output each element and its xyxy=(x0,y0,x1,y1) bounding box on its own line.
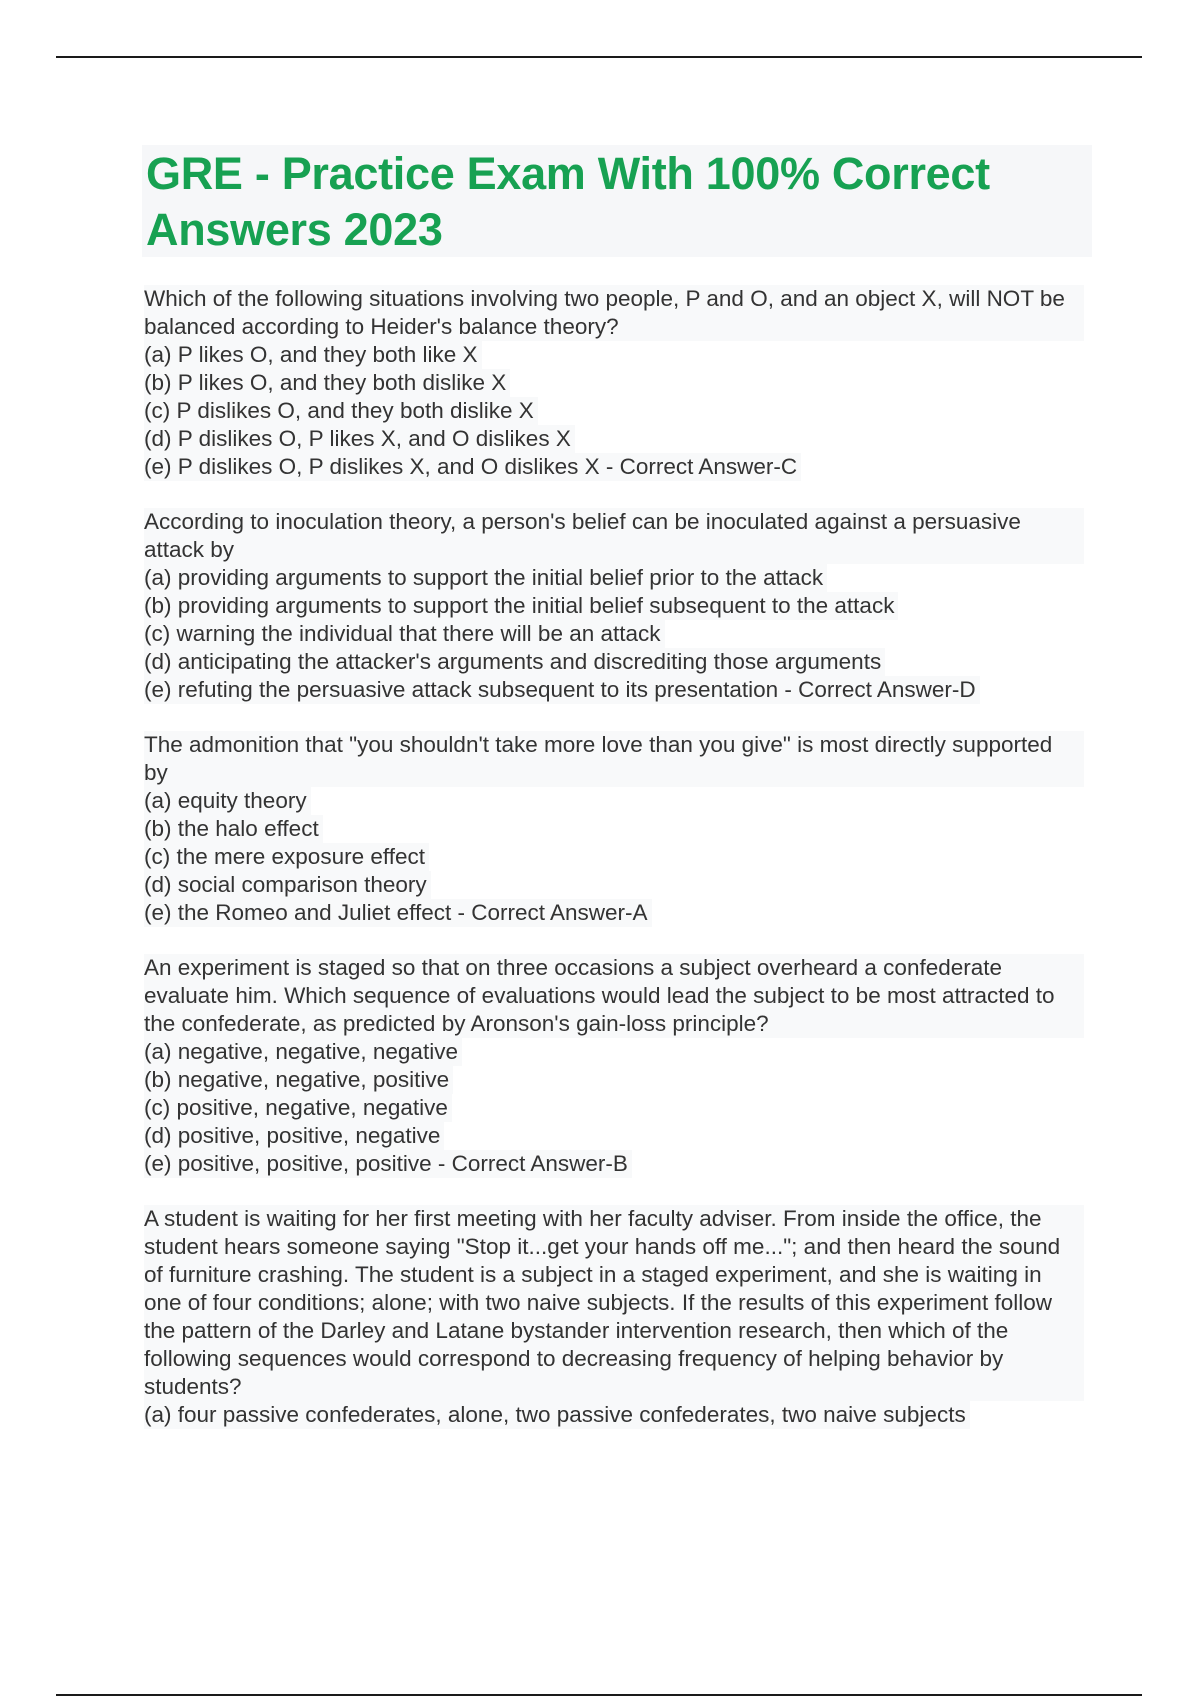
answer-option: (c) P dislikes O, and they both dislike X xyxy=(144,397,538,425)
answer-option-with-correct-answer: (e) the Romeo and Juliet effect - Correct Answer-A xyxy=(144,899,652,927)
answer-option: (a) negative, negative, negative xyxy=(144,1038,462,1066)
answer-option: (c) warning the individual that there will be an attack xyxy=(144,620,665,648)
question-prompt: An experiment is staged so that on three occasions a subject overheard a confederate evaluate him. Which sequence of evaluations would lead the subject to be most attracted to the confederate, as predicted by Aronson's gain-loss principle? xyxy=(144,954,1084,1038)
answer-option-with-correct-answer: (e) P dislikes O, P dislikes X, and O dislikes X - Correct Answer-C xyxy=(144,453,801,481)
question-prompt: According to inoculation theory, a person's belief can be inoculated against a persuasive attack by xyxy=(144,508,1084,564)
question-2 xyxy=(144,508,1084,704)
answer-option: (a) P likes O, and they both like X xyxy=(144,341,482,369)
question-1 xyxy=(144,285,1084,481)
questions-list xyxy=(144,285,1084,1456)
answer-option: (a) providing arguments to support the initial belief prior to the attack xyxy=(144,564,827,592)
answer-option: (d) anticipating the attacker's arguments and discrediting those arguments xyxy=(144,648,885,676)
question-prompt: Which of the following situations involving two people, P and O, and an object X, will NOT be balanced according to Heider's balance theory? xyxy=(144,285,1084,341)
question-prompt: The admonition that "you shouldn't take more love than you give" is most directly supported by xyxy=(144,731,1084,787)
answer-option: (b) the halo effect xyxy=(144,815,323,843)
answer-option-with-correct-answer: (e) refuting the persuasive attack subsequent to its presentation - Correct Answer-D xyxy=(144,676,980,704)
question-5 xyxy=(144,1205,1084,1429)
answer-option-with-correct-answer: (e) positive, positive, positive - Correct Answer-B xyxy=(144,1150,632,1178)
answer-option: (b) P likes O, and they both dislike X xyxy=(144,369,510,397)
answer-option: (b) negative, negative, positive xyxy=(144,1066,453,1094)
answer-option: (c) the mere exposure effect xyxy=(144,843,429,871)
answer-option: (a) four passive confederates, alone, two passive confederates, two naive subjects xyxy=(144,1401,970,1429)
answer-option: (d) positive, positive, negative xyxy=(144,1122,444,1150)
answer-option: (c) positive, negative, negative xyxy=(144,1094,452,1122)
top-rule xyxy=(56,56,1142,58)
answer-option: (d) P dislikes O, P likes X, and O dislikes X xyxy=(144,425,575,453)
answer-option: (b) providing arguments to support the initial belief subsequent to the attack xyxy=(144,592,898,620)
page-title: GRE - Practice Exam With 100% Correct Answers 2023 xyxy=(146,148,990,255)
question-4 xyxy=(144,954,1084,1178)
answer-option: (d) social comparison theory xyxy=(144,871,431,899)
title-block xyxy=(142,145,1092,257)
bottom-rule xyxy=(56,1694,1142,1696)
question-3 xyxy=(144,731,1084,927)
answer-option: (a) equity theory xyxy=(144,787,311,815)
question-prompt: A student is waiting for her first meeting with her faculty adviser. From inside the office, the student hears someone saying "Stop it...get your hands off me..."; and then heard the sound of furniture crashing. The student is a subject in a staged experiment, and she is waiting in one of four conditions; alone; with two naive subjects. If the results of this experiment follow the pattern of the Darley and Latane bystander intervention research, then which of the following sequences would correspond to decreasing frequency of helping behavior by students? xyxy=(144,1205,1084,1401)
